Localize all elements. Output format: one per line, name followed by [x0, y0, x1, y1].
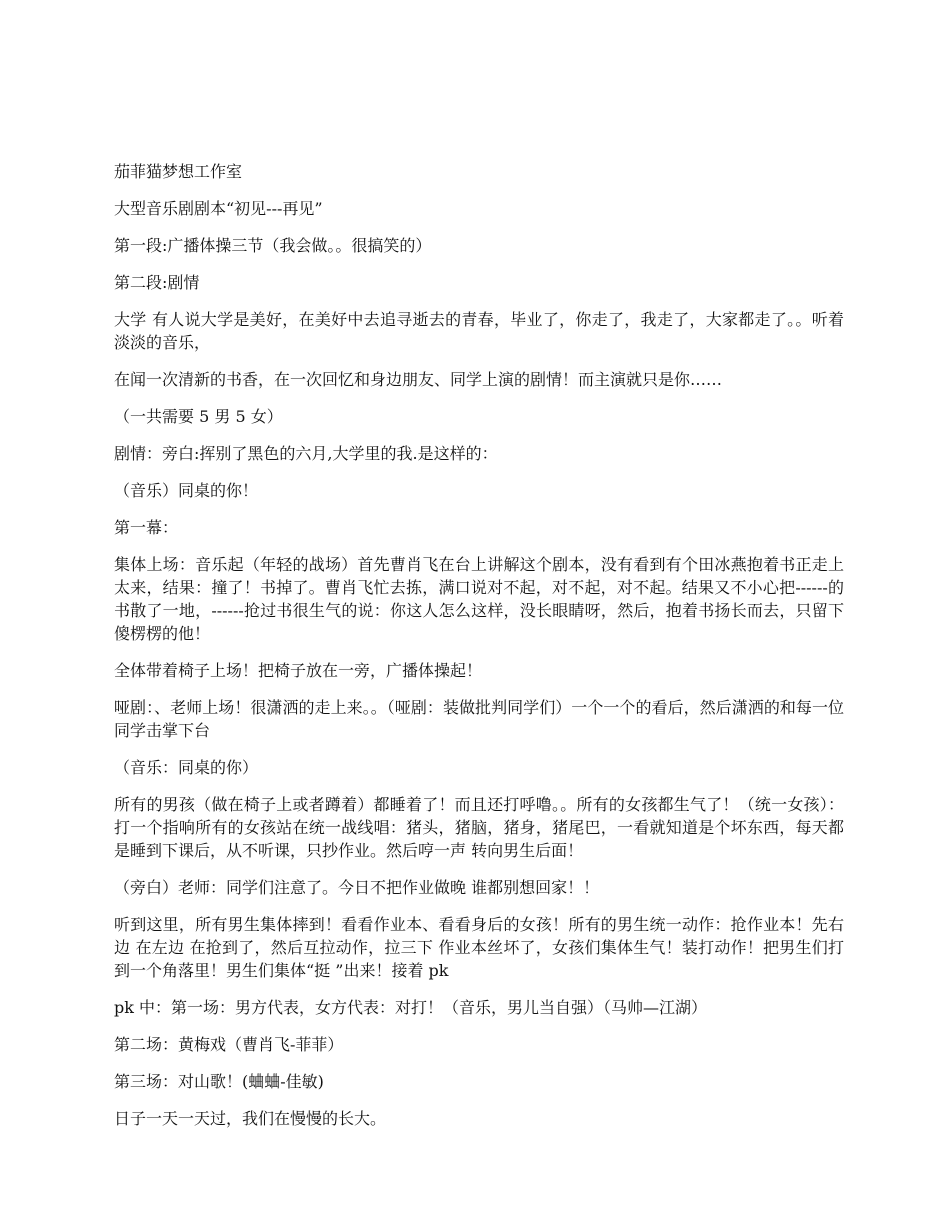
narration-line: 剧情：旁白:挥别了黑色的六月,大学里的我.是这样的： [114, 444, 498, 463]
script-title: 大型音乐剧剧本“初见---再见” [114, 199, 323, 218]
pk-round-two: 第二场：黄梅戏（曹肖飞-菲菲） [114, 1035, 344, 1054]
studio-title: 茄菲猫梦想工作室 [114, 162, 243, 181]
mime-paragraph: 哑剧：、老师上场！很潇洒的走上来。。（哑剧：装做批判同学们）一个一个的看后，然后潇洒的和每一位同学击掌下台 [114, 698, 844, 740]
section-one-heading: 第一段:广播体操三节（我会做。。很搞笑的） [114, 236, 432, 255]
intro-paragraph-continued: 在闻一次清新的书香，在一次回忆和身边朋友、同学上演的剧情！而主演就只是你…… [114, 370, 723, 389]
pk-round-one: pk 中：第一场：男方代表，女方代表：对打！（音乐，男儿当自强）（马帅—江湖） [114, 998, 708, 1017]
music-cue: （音乐）同桌的你！ [114, 481, 259, 500]
act-one-scene-paragraph: 集体上场：音乐起（年轻的战场）首先曹肖飞在台上讲解这个剧本，没有看到有个田冰燕抱着书正走上太来，结果：撞了！书掉了。曹肖飞忙去拣，满口说对不起，对不起，对不起。结果又不小心把------的书散了一地，------抢过书很生气的说：你这人怎么这样，没长眼睛呀，然后，抱着书扬长而去，只留下傻楞楞的他！ [114, 555, 844, 643]
homework-fight-paragraph: 听到这里，所有男生集体摔到！看看作业本、看看身后的女孩！所有的男生统一动作：抢作业本！先右边 在左边 在抢到了，然后互拉动作，拉三下 作业本丝坏了，女孩们集体生气！装打动作！把男生们打到一个角落里！男生们集体“挺 ”出来！接着 pk [114, 915, 844, 980]
act-one-heading: 第一幕： [114, 518, 179, 537]
section-two-heading: 第二段:剧情 [114, 273, 200, 292]
chairs-paragraph: 全体带着椅子上场！把椅子放在一旁，广播体操起！ [114, 661, 483, 680]
boys-sleeping-paragraph: 所有的男孩（做在椅子上或者蹲着）都睡着了！而且还打呼噜。。所有的女孩都生气了！（统一女孩）：打一个指响所有的女孩站在统一战线唱：猪头，猪脑，猪身，猪尾巴，一看就知道是个坏东西，每天都是睡到下课后，从不听课，只抄作业。然后哼一声 转向男生后面！ [114, 795, 844, 860]
intro-paragraph: 大学 有人说大学是美好，在美好中去追寻逝去的青春，毕业了，你走了，我走了，大家都走了。。听着淡淡的音乐， [114, 310, 844, 352]
cast-note: （一共需要 5 男 5 女） [114, 407, 283, 426]
pk-round-three: 第三场：对山歌！(蛐蛐-佳敏) [114, 1072, 324, 1091]
music-cue-2: （音乐：同桌的你） [114, 758, 259, 777]
teacher-narration: （旁白）老师：同学们注意了。今日不把作业做晚 谁都别想回家！！ [114, 878, 600, 897]
closing-line: 日子一天一天过，我们在慢慢的长大。 [114, 1109, 387, 1128]
document-page [114, 160, 844, 1144]
